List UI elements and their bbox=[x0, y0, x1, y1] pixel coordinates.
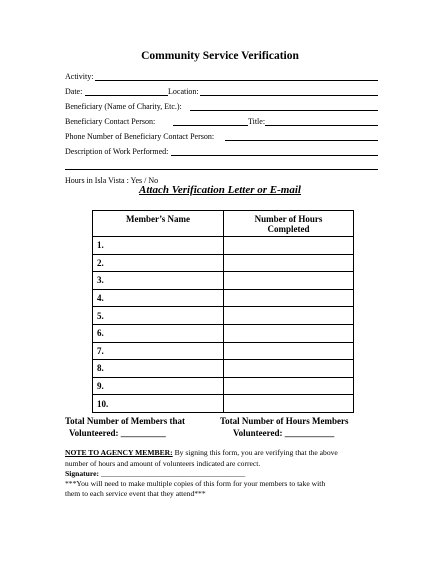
signature-label: Signature: bbox=[65, 469, 100, 478]
total-members-label: Total Number of Members that bbox=[65, 416, 185, 426]
row-number: 5. bbox=[93, 307, 224, 325]
hours-cell[interactable] bbox=[224, 272, 354, 290]
table-row bbox=[93, 307, 354, 325]
total-hours-field[interactable]: Volunteered: ___________ bbox=[233, 428, 335, 438]
hours-cell[interactable] bbox=[224, 254, 354, 272]
table-row bbox=[93, 254, 354, 272]
row-number: 4. bbox=[93, 289, 224, 307]
location-label: Location: bbox=[168, 87, 199, 96]
activity-label: Activity: bbox=[65, 72, 94, 81]
row-number: 6. bbox=[93, 324, 224, 342]
copies-note-1: ***You will need to make multiple copies of this form for your members to take with bbox=[65, 479, 326, 488]
hours-header-line-2: Completed bbox=[267, 224, 310, 234]
phone-label: Phone Number of Beneficiary Contact Person: bbox=[65, 132, 215, 141]
beneficiary-field[interactable] bbox=[190, 110, 378, 111]
hours-cell[interactable] bbox=[224, 360, 354, 378]
beneficiary-label: Beneficiary (Name of Charity, Etc.): bbox=[65, 102, 182, 111]
agency-note-text-1: By signing this form, you are verifying that the above bbox=[172, 448, 338, 457]
agency-note bbox=[65, 448, 338, 457]
hours-completed-header bbox=[224, 211, 354, 237]
row-number: 2. bbox=[93, 254, 224, 272]
phone-field[interactable] bbox=[225, 140, 378, 141]
signature-row bbox=[65, 469, 245, 478]
hours-header-line-1: Number of Hours bbox=[254, 214, 323, 224]
description-label: Description of Work Performed: bbox=[65, 147, 169, 156]
signature-field[interactable]: ______________________________________ bbox=[99, 469, 246, 478]
hours-cell[interactable] bbox=[224, 377, 354, 395]
table-row bbox=[93, 360, 354, 378]
contact-person-field[interactable] bbox=[173, 125, 248, 126]
table-row bbox=[93, 342, 354, 360]
agency-note-heading: NOTE TO AGENCY MEMBER: bbox=[65, 448, 173, 457]
attach-instruction: Attach Verification Letter or E-mail bbox=[139, 184, 301, 196]
description-field-line-2[interactable] bbox=[65, 169, 378, 170]
description-field[interactable] bbox=[171, 155, 378, 156]
page-title: Community Service Verification bbox=[141, 50, 299, 62]
hours-cell[interactable] bbox=[224, 342, 354, 360]
table-row bbox=[93, 289, 354, 307]
row-number: 7. bbox=[93, 342, 224, 360]
table-row bbox=[93, 237, 354, 255]
row-number: 3. bbox=[93, 272, 224, 290]
isla-vista-question: Hours in Isla Vista : Yes / No bbox=[65, 176, 159, 185]
contact-title-field[interactable] bbox=[265, 125, 378, 126]
hours-cell[interactable] bbox=[224, 324, 354, 342]
row-number: 8. bbox=[93, 360, 224, 378]
table-row bbox=[93, 324, 354, 342]
contact-person-label: Beneficiary Contact Person: bbox=[65, 117, 156, 126]
row-number: 10. bbox=[93, 395, 224, 413]
activity-field[interactable] bbox=[95, 80, 378, 81]
table-row bbox=[93, 395, 354, 413]
hours-cell[interactable] bbox=[224, 307, 354, 325]
table-row bbox=[93, 377, 354, 395]
agency-note-text-2: number of hours and amount of volunteers indicated are correct. bbox=[65, 459, 261, 468]
hours-cell[interactable] bbox=[224, 289, 354, 307]
table-row bbox=[93, 272, 354, 290]
hours-cell[interactable] bbox=[224, 395, 354, 413]
member-name-header: Member’s Name bbox=[93, 211, 224, 237]
total-hours-label: Total Number of Hours Members bbox=[220, 416, 349, 426]
date-field[interactable] bbox=[85, 95, 168, 96]
hours-cell[interactable] bbox=[224, 237, 354, 255]
copies-note-2: them to each service event that they attend*** bbox=[65, 489, 206, 498]
row-number: 9. bbox=[93, 377, 224, 395]
total-members-field[interactable]: Volunteered: __________ bbox=[69, 428, 166, 438]
members-table bbox=[92, 210, 354, 413]
row-number: 1. bbox=[93, 237, 224, 255]
date-label: Date: bbox=[65, 87, 83, 96]
location-field[interactable] bbox=[200, 95, 378, 96]
contact-title-label: Title: bbox=[248, 117, 266, 126]
